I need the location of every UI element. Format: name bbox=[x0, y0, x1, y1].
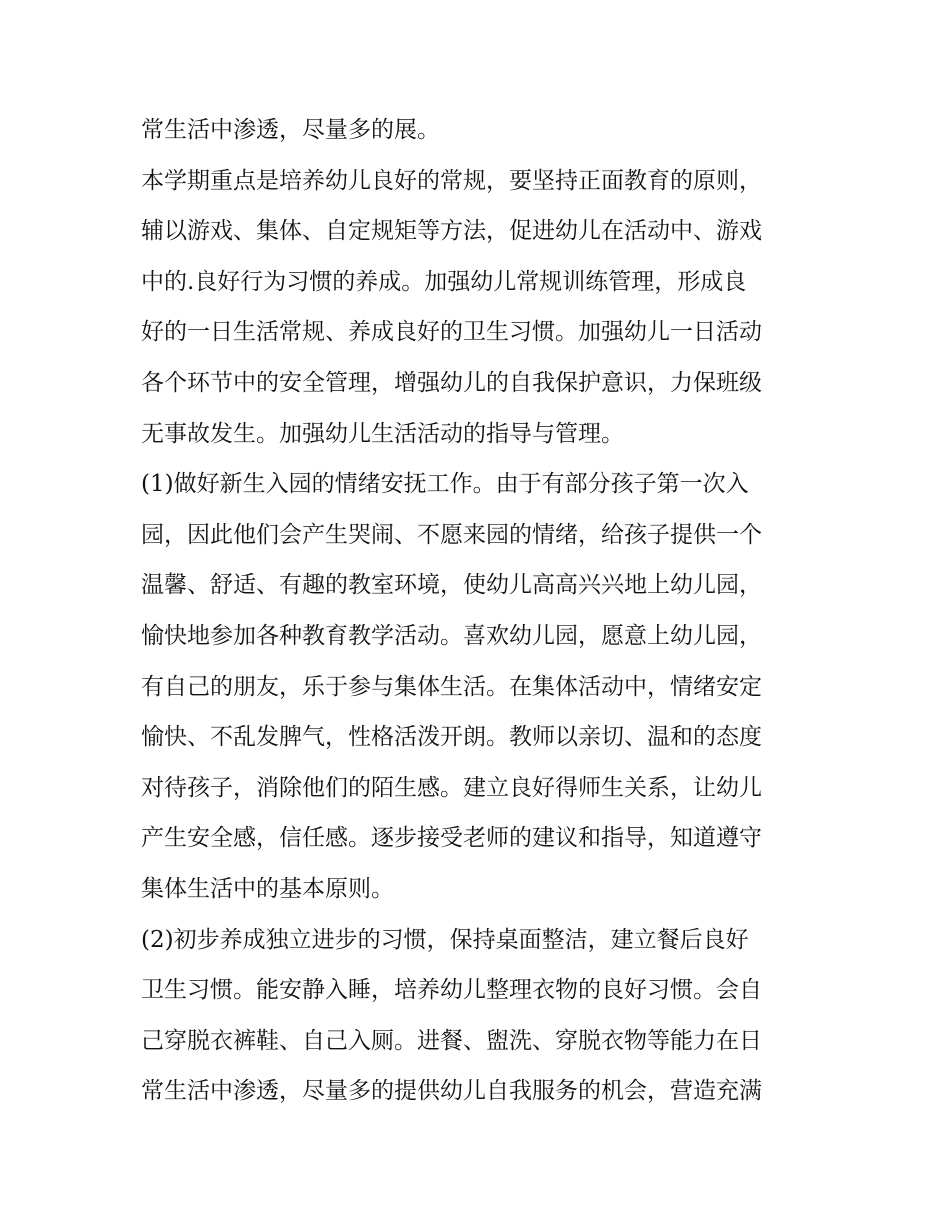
text-line: 本学期重点是培养幼儿良好的常规，要坚持正面教育的原则， bbox=[141, 167, 762, 194]
text-line: 卫生习惯。能安静入睡，培养幼儿整理衣物的良好习惯。会自 bbox=[141, 977, 762, 1004]
text-line: 常生活中渗透，尽量多的展。 bbox=[141, 117, 440, 143]
text-line: 常生活中渗透，尽量多的提供幼儿自我服务的机会，营造充满 bbox=[141, 1078, 762, 1105]
text-line: 无事故发生。加强幼儿生活活动的指导与管理。 bbox=[141, 420, 624, 447]
text-line: 愉快地参加各种教育教学活动。喜欢幼儿园，愿意上幼儿园， bbox=[141, 622, 762, 649]
text-line: 温馨、舒适、有趣的教室环境，使幼儿高高兴兴地上幼儿园， bbox=[141, 572, 762, 599]
text-line: 好的一日生活常规、养成良好的卫生习惯。加强幼儿一日活动 bbox=[141, 319, 762, 346]
text-line: 集体生活中的基本原则。 bbox=[141, 875, 394, 902]
text-line: 对待孩子，消除他们的陌生感。建立良好得师生关系，让幼儿 bbox=[141, 774, 762, 801]
text-line: 中的.良好行为习惯的养成。加强幼儿常规训练管理，形成良 bbox=[141, 268, 747, 295]
text-line: 有自己的朋友，乐于参与集体生活。在集体活动中，情绪安定 bbox=[141, 673, 762, 700]
text-line: 愉快、不乱发脾气，性格活泼开朗。教师以亲切、温和的态度 bbox=[141, 724, 762, 751]
text-line: 各个环节中的安全管理，增强幼儿的自我保护意识，力保班级 bbox=[141, 369, 762, 396]
text-line: (2)初步养成独立进步的习惯，保持桌面整洁，建立餐后良好 bbox=[141, 926, 749, 953]
text-line: 产生安全感，信任感。逐步接受老师的建议和指导，知道遵守 bbox=[141, 825, 762, 852]
document-body bbox=[141, 105, 813, 1117]
text-line: 己穿脱衣裤鞋、自己入厕。进餐、盥洗、穿脱衣物等能力在日 bbox=[141, 1027, 762, 1054]
text-line: 园，因此他们会产生哭闹、不愿来园的情绪，给孩子提供一个 bbox=[141, 521, 762, 548]
text-line: 辅以游戏、集体、自定规矩等方法，促进幼儿在活动中、游戏 bbox=[141, 218, 762, 245]
text-line: (1)做好新生入园的情绪安抚工作。由于有部分孩子第一次入 bbox=[141, 471, 749, 498]
